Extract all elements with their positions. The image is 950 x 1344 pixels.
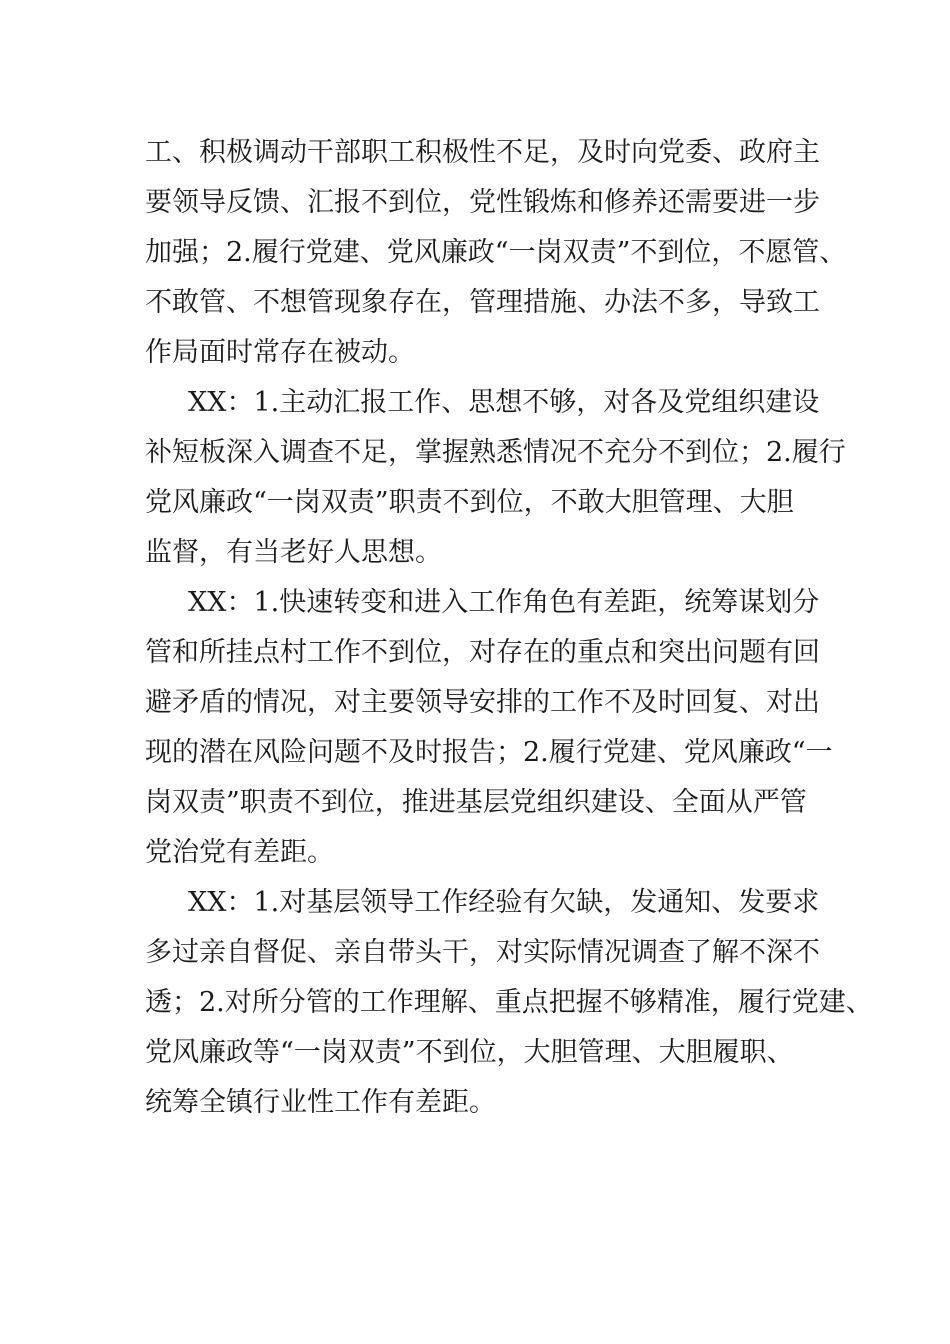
text-line: 不敢管、不想管现象存在，管理措施、办法不多，导致工 (145, 287, 820, 318)
text-line: 工、积极调动干部职工积极性不足，及时向党委、政府主 (145, 137, 820, 168)
text-line: 党治党有差距。 (145, 837, 334, 868)
paragraph-first-line: XX：1.主动汇报工作、思想不够，对各及党组织建设 (188, 387, 820, 418)
text-line: 补短板深入调查不足，掌握熟悉情况不充分不到位；2.履行 (145, 437, 846, 468)
text-line: 透；2.对所分管的工作理解、重点把握不够精准，履行党建、 (145, 987, 873, 1018)
text-line: 管和所挂点村工作不到位，对存在的重点和突出问题有回 (145, 637, 820, 668)
text-line: 岗双责”职责不到位，推进基层党组织建设、全面从严管 (145, 787, 807, 818)
text-line: 统筹全镇行业性工作有差距。 (145, 1087, 496, 1118)
text-line: 监督，有当老好人思想。 (145, 537, 442, 568)
text-line: 现的潜在风险问题不及时报告；2.履行党建、党风廉政“一 (145, 737, 833, 768)
text-line: 加强；2.履行党建、党风廉政“一岗双责”不到位，不愿管、 (145, 237, 847, 268)
text-line: 党风廉政等“一岗双责”不到位，大胆管理、大胆履职、 (145, 1037, 794, 1068)
paragraph-first-line: XX：1.快速转变和进入工作角色有差距，统筹谋划分 (188, 587, 820, 618)
text-line: 多过亲自督促、亲自带头干，对实际情况调查了解不深不 (145, 937, 820, 968)
paragraph-first-line: XX：1.对基层领导工作经验有欠缺，发通知、发要求 (188, 887, 820, 918)
text-line: 避矛盾的情况，对主要领导安排的工作不及时回复、对出 (145, 687, 820, 718)
text-line: 作局面时常存在被动。 (145, 337, 415, 368)
text-line: 党风廉政“一岗双责”职责不到位，不敢大胆管理、大胆 (145, 487, 794, 518)
text-line: 要领导反馈、汇报不到位，党性锻炼和修养还需要进一步 (145, 187, 820, 218)
